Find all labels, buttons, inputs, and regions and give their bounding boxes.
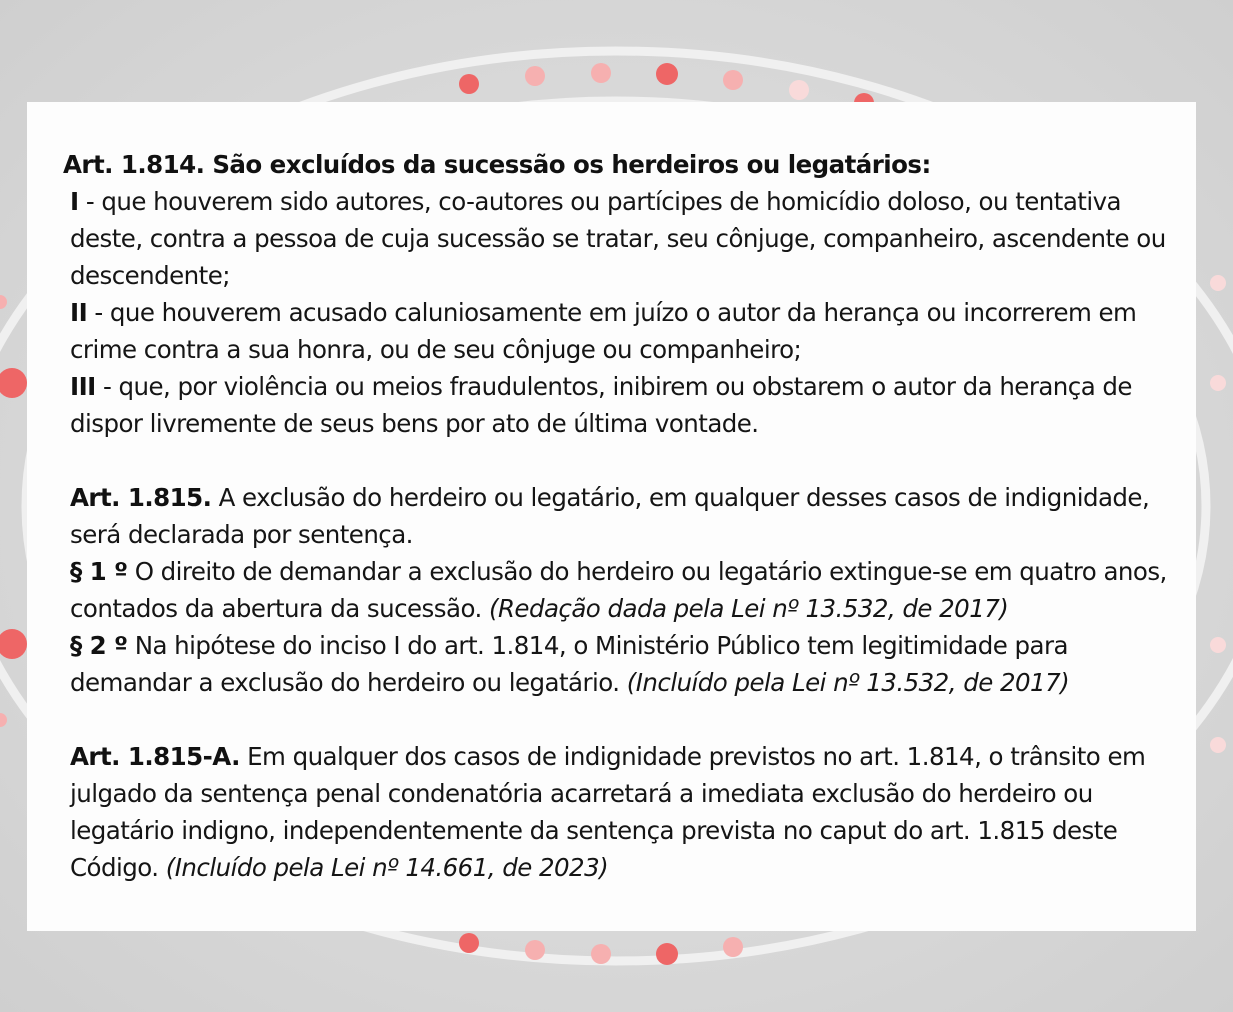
decor-dot <box>591 944 611 964</box>
decor-dot <box>0 713 7 727</box>
decor-dot <box>1210 375 1226 391</box>
art-1814-item-i: I - que houverem sido autores, co-autores ou partícipes de homicídio doloso, ou tentativa deste, contra a pessoa de cuja sucessão se tratar, seu cônjuge, companheiro, ascendente ou descendente; <box>70 187 1166 290</box>
art-1814-item-ii: II - que houverem acusado caluniosamente em juízo o autor da herança ou incorrerem em crime contra a sua honra, ou de seu cônjuge ou companheiro; <box>70 298 1137 364</box>
decor-dot <box>789 80 809 100</box>
art-1815-paragraph-2: § 2 º Na hipótese do inciso I do art. 1.814, o Ministério Público tem legitimidade para demandar a exclusão do herdeiro ou legatário. (Incluído pela Lei nº 13.532, de 2017) <box>70 631 1070 697</box>
decor-dot <box>459 74 479 94</box>
decor-dot <box>591 63 611 83</box>
art-1814-heading: Art. 1.814. São excluídos da sucessão os herdeiros ou legatários: <box>63 150 931 179</box>
spacer <box>63 442 1188 479</box>
decor-dot <box>1210 275 1226 291</box>
art-1815-paragraph-1: § 1 º O direito de demandar a exclusão do herdeiro ou legatário extingue-se em quatro anos, contados da abertura da sucessão. (Redação dada pela Lei nº 13.532, de 2017) <box>70 557 1167 623</box>
decor-dot <box>723 70 743 90</box>
decor-dot <box>525 940 545 960</box>
art-1814-item-iii: III - que, por violência ou meios fraudulentos, inibirem ou obstarem o autor da herança de dispor livremente de seus bens por ato de última vontade. <box>70 372 1132 438</box>
decor-dot <box>723 937 743 957</box>
spacer <box>63 701 1188 738</box>
decor-dot <box>459 933 479 953</box>
decor-dot <box>1210 737 1226 753</box>
decor-dot <box>656 943 678 965</box>
amendment-note: (Incluído pela Lei nº 13.532, de 2017) <box>626 668 1070 697</box>
decor-dot <box>1210 637 1226 653</box>
decor-dot <box>656 63 678 85</box>
decor-dot <box>0 629 27 659</box>
legal-text <box>63 146 1188 886</box>
decor-dot <box>525 66 545 86</box>
decor-dot <box>0 295 7 309</box>
amendment-note: (Redação dada pela Lei nº 13.532, de 2017) <box>488 594 1009 623</box>
amendment-note: (Incluído pela Lei nº 14.661, de 2023) <box>165 853 609 882</box>
art-1815: Art. 1.815. A exclusão do herdeiro ou legatário, em qualquer desses casos de indignidade, será declarada por sentença. <box>70 483 1150 549</box>
decor-dot <box>0 368 27 398</box>
art-1815-a: Art. 1.815-A. Em qualquer dos casos de indignidade previstos no art. 1.814, o trânsito em julgado da sentença penal condenatória acarretará a imediata exclusão do herdeiro ou legatário indigno, independentemente da sentença prevista no caput do art. 1.815 deste Código. (Incluído pela Lei nº 14.661, de 2023) <box>70 742 1146 882</box>
legal-text-card <box>27 102 1196 931</box>
